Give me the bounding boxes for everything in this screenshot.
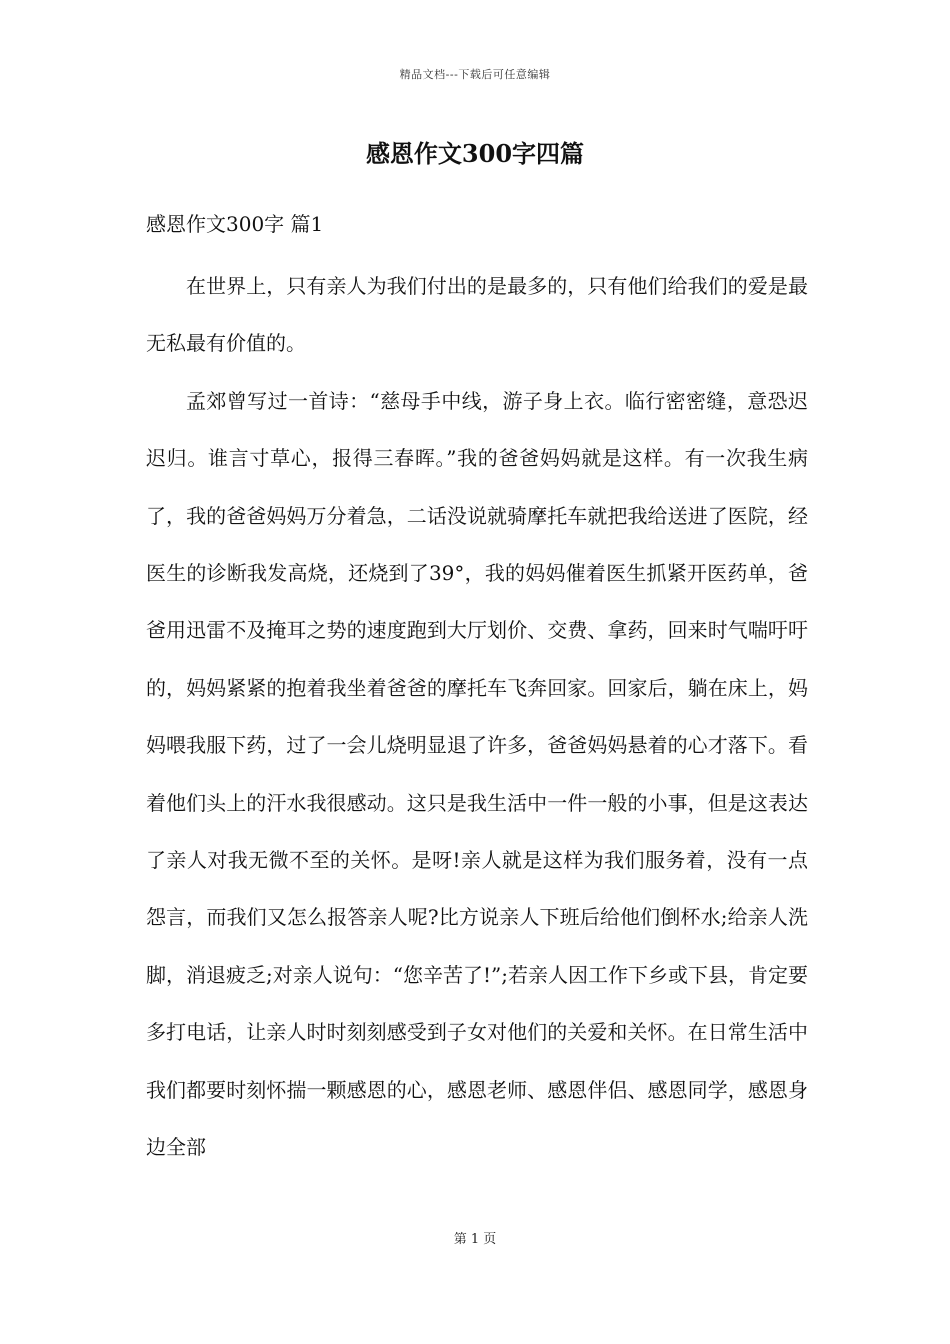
page-number: 第 1 页 [453, 1232, 497, 1247]
document-body [146, 258, 808, 1177]
document-title: 感恩作文300字四篇 [365, 139, 585, 168]
page-header-note: 精品文档---下载后可任意编辑 [399, 68, 551, 81]
section-heading: 感恩作文300字 篇1 [146, 212, 324, 236]
paragraph-2: 孟郊曾写过一首诗：“慈母手中线，游子身上衣。临行密密缝，意恐迟迟归。谁言寸草心，报得三春晖。”我的爸爸妈妈就是这样。有一次我生病了，我的爸爸妈妈万分着急，二话没说就骑摩托车就把我给送进了医院，经医生的诊断我发高烧，还烧到了39°，我的妈妈催着医生抓紧开医药单，爸爸用迅雷不及掩耳之势的速度跑到大厅划价、交费、拿药，回来时气喘吁吁的，妈妈紧紧的抱着我坐着爸爸的摩托车飞奔回家。回家后，躺在床上，妈妈喂我服下药，过了一会儿烧明显退了许多，爸爸妈妈悬着的心才落下。看着他们头上的汗水我很感动。这只是我生活中一件一般的小事，但是这表达了亲人对我无微不至的关怀。是呀!亲人就是这样为我们服务着，没有一点怨言，而我们又怎么报答亲人呢?比方说亲人下班后给他们倒杯水;给亲人洗脚，消退疲乏;对亲人说句：“您辛苦了!”;若亲人因工作下乡或下县，肯定要多打电话，让亲人时时刻刻感受到子女对他们的关爱和关怀。在日常生活中我们都要时刻怀揣一颗感恩的心，感恩老师、感恩伴侣、感恩同学，感恩身边全部 [146, 388, 808, 1160]
paragraph-1: 在世界上，只有亲人为我们付出的是最多的，只有他们给我们的爱是最无私最有价值的。 [146, 274, 808, 356]
